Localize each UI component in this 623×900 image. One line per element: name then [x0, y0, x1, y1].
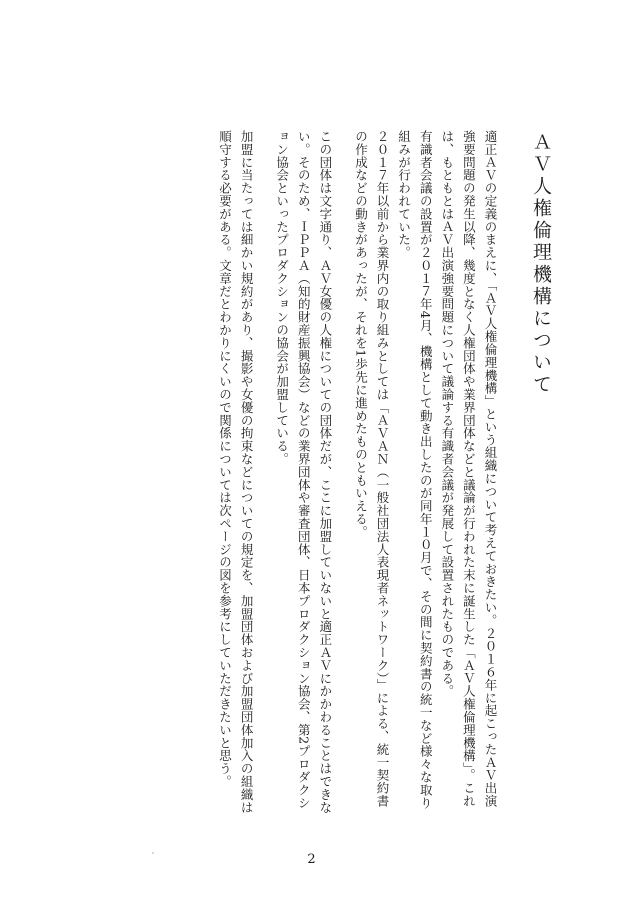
page-number: 2 — [307, 852, 316, 867]
vertical-text-body — [214, 130, 563, 820]
paragraph-3: ２０１７年以前から業界内の取り組みとしては「ＡＶＡＮ（一般社団法人表現者ネットワーク）」による、統一契約書の作成などの動きがあったが、それを1歩先に進めたものともいえる。 — [353, 130, 391, 808]
paragraph-4: この団体は文字通り、ＡＶ女優の人権についての団体だが、ここに加盟していないと適正ＡＶにかかわることはできない。そのため、ＩＰＰＡ（知的財産振興協会）などの業界団体や審査団体、日本プロダクション協会、第2プロダクション協会といったプロダクションの協会が加盟している。 — [274, 130, 333, 814]
page-title: ＡＶ人権倫理機構について — [530, 132, 552, 396]
paragraph-5: 加盟に当たっては細かい規約があり、撮影や女優の拘束などについての規定を、加盟団体および加盟団体加入の組織は順守する必要がある。文章だとわかりにくいので関係については次ページの図を参考にしていただきたいと思う。 — [217, 130, 255, 814]
paragraph-1: 適正ＡＶの定義のまえに、「ＡＶ人権倫理機構」という組織について考えておきたい。２０１６年に起こったＡＶ出演強要問題の発生以降、幾度となく人権団体や業界団体などと議論が行われた末に誕生した「ＡＶ人権倫理機構」。これは、もともとはＡＶ出演強要問題について議論する有識者会議が発展して設置されたものである。 — [439, 130, 498, 808]
paragraph-2: 有識者会議の設置が２０１７年4月、機構として動き出したのが同年１０月で、その間に契約書の統一など様々な取り組みが行われていた。 — [396, 130, 434, 810]
